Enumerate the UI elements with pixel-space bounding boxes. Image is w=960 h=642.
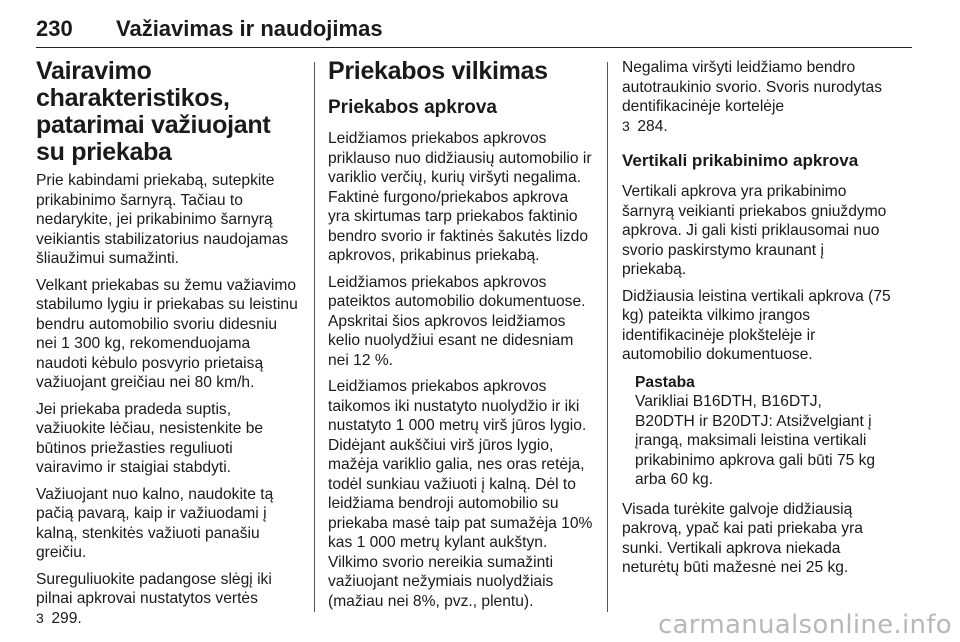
paragraph: Visada turėkite galvoje didžiausią pakrovą, ypač kai pati priekaba yra sunki. Vertikali apkrova niekada neturėtų būti mažesnė nei 25 kg. [622, 500, 863, 576]
note-title: Pastaba [635, 373, 695, 391]
reference-page: 284. [637, 117, 668, 135]
page-reference[interactable] [622, 118, 668, 135]
note-box [635, 373, 892, 490]
page-reference[interactable] [36, 610, 82, 627]
paragraph-text: Negalima viršyti leidžiamo bendro autotraukinio svorio. Svoris nurodytas dentifikacinėje kortelėje [622, 59, 883, 115]
reference-page: 299. [51, 609, 82, 627]
paragraph: Leidžiamos priekabos apkrovos priklauso nuo didžiausių automobilio ir variklio verčių, kurių viršyti negalima. Faktinė furgono/priekabos apkrova yra skirtumas tarp priekabos faktinio bendro svorio ir faktinės šakutės lizdo apkrovos, prikabinus priekabą. [328, 130, 592, 264]
paragraph [36, 570, 300, 629]
paragraph: Didžiausia leistina vertikali apkrova (75 kg) pateikta vilkimo įrangos identifikacinėje plokštelėje ir automobilio dokumentuose. [622, 287, 891, 363]
watermark: carmanualsonline.info [657, 610, 952, 640]
column-divider [607, 62, 608, 612]
reference-arrow-icon: 3 [36, 609, 44, 626]
subsection-title: Vertikali prikabinimo apkrova [622, 151, 859, 170]
column-middle [328, 58, 593, 618]
section-title: Vairavimo charakteristikos, patarimai važiuojant su priekaba [36, 57, 271, 166]
paragraph: Važiuojant nuo kalno, naudokite tą pačią pavarą, kaip ir važiuodami į kalną, stenkitės važiuoti panašiu greičiu. [36, 485, 274, 561]
column-right [622, 58, 892, 585]
paragraph [622, 58, 892, 136]
reference-arrow-icon: 3 [622, 117, 630, 134]
paragraph-text: Sureguliuokite padangose slėgį iki pilnai apkrovai nustatytos vertės [36, 570, 272, 607]
note-body [635, 392, 892, 490]
column-divider [314, 62, 315, 612]
paragraph: Jei priekaba pradeda suptis, važiuokite lėčiau, nesistenkite be būtinos priežasties reguliuoti vairavimo ir staigiai stabdyti. [36, 400, 264, 476]
paragraph: Vertikali apkrova yra prikabinimo šarnyrą veikianti priekabos gniuždymo apkrova. Ji gali kisti priklausomai nuo svorio paskirstymo kraunant į priekabą. [622, 183, 887, 278]
page-number: 230 [36, 16, 73, 41]
paragraph: Prie kabindami priekabą, sutepkite prikabinimo šarnyrą. Tačiau to nedarykite, jei prikabinimo šarnyrą veikiantis stabilizatorius naudojamas šliaužimui sumažinti. [36, 172, 289, 267]
subsection-title: Priekabos apkrova [328, 97, 497, 118]
paragraph: Leidžiamos priekabos apkrovos pateiktos automobilio dokumentuose. Apskritai šios apkrovos leidžiamos kelio nuolydžiui esant ne didesniam nei 12 %. [328, 273, 586, 369]
chapter-title: Važiavimas ir naudojimas [116, 16, 383, 41]
page-header [36, 0, 912, 48]
paragraph: Leidžiamos priekabos apkrovos taikomos iki nustatyto nuolydžio ir iki nustatyto 1 000 metrų virš jūros lygio. Didėjant aukščiui virš jūros lygio, mažėja variklio galia, nes oras retėja, todėl sunkiau važiuoti į kalną. Dėl to leidžiama bendroji automobilio su priekaba masė taip pat sumažėja 10% kas 1 000 metrų kylant aukštyn. Vilkimo svorio nereikia sumažinti važiuojant nežymiais nuolydžiais (mažiau nei 8%, pvz., plentu). [328, 378, 593, 610]
note-line: Varikliai B16DTH, B16DTJ, [635, 393, 822, 410]
column-left [36, 58, 300, 635]
section-title: Priekabos vilkimas [328, 57, 548, 85]
note-line: B20DTH ir B20DTJ: Atsižvelgiant į įrangą, maksimali leistina vertikali prikabinimo apkrova gali būti 75 kg arba 60 kg. [635, 412, 876, 488]
paragraph: Velkant priekabas su žemu važiavimo stabilumo lygiu ir priekabas su leistinu bendru automobilio svoriu didesniu nei 1 300 kg, rekomenduojama naudoti kėbulo posvyrio prietaisą važiuojant greičiau nei 80 km/h. [36, 276, 298, 391]
